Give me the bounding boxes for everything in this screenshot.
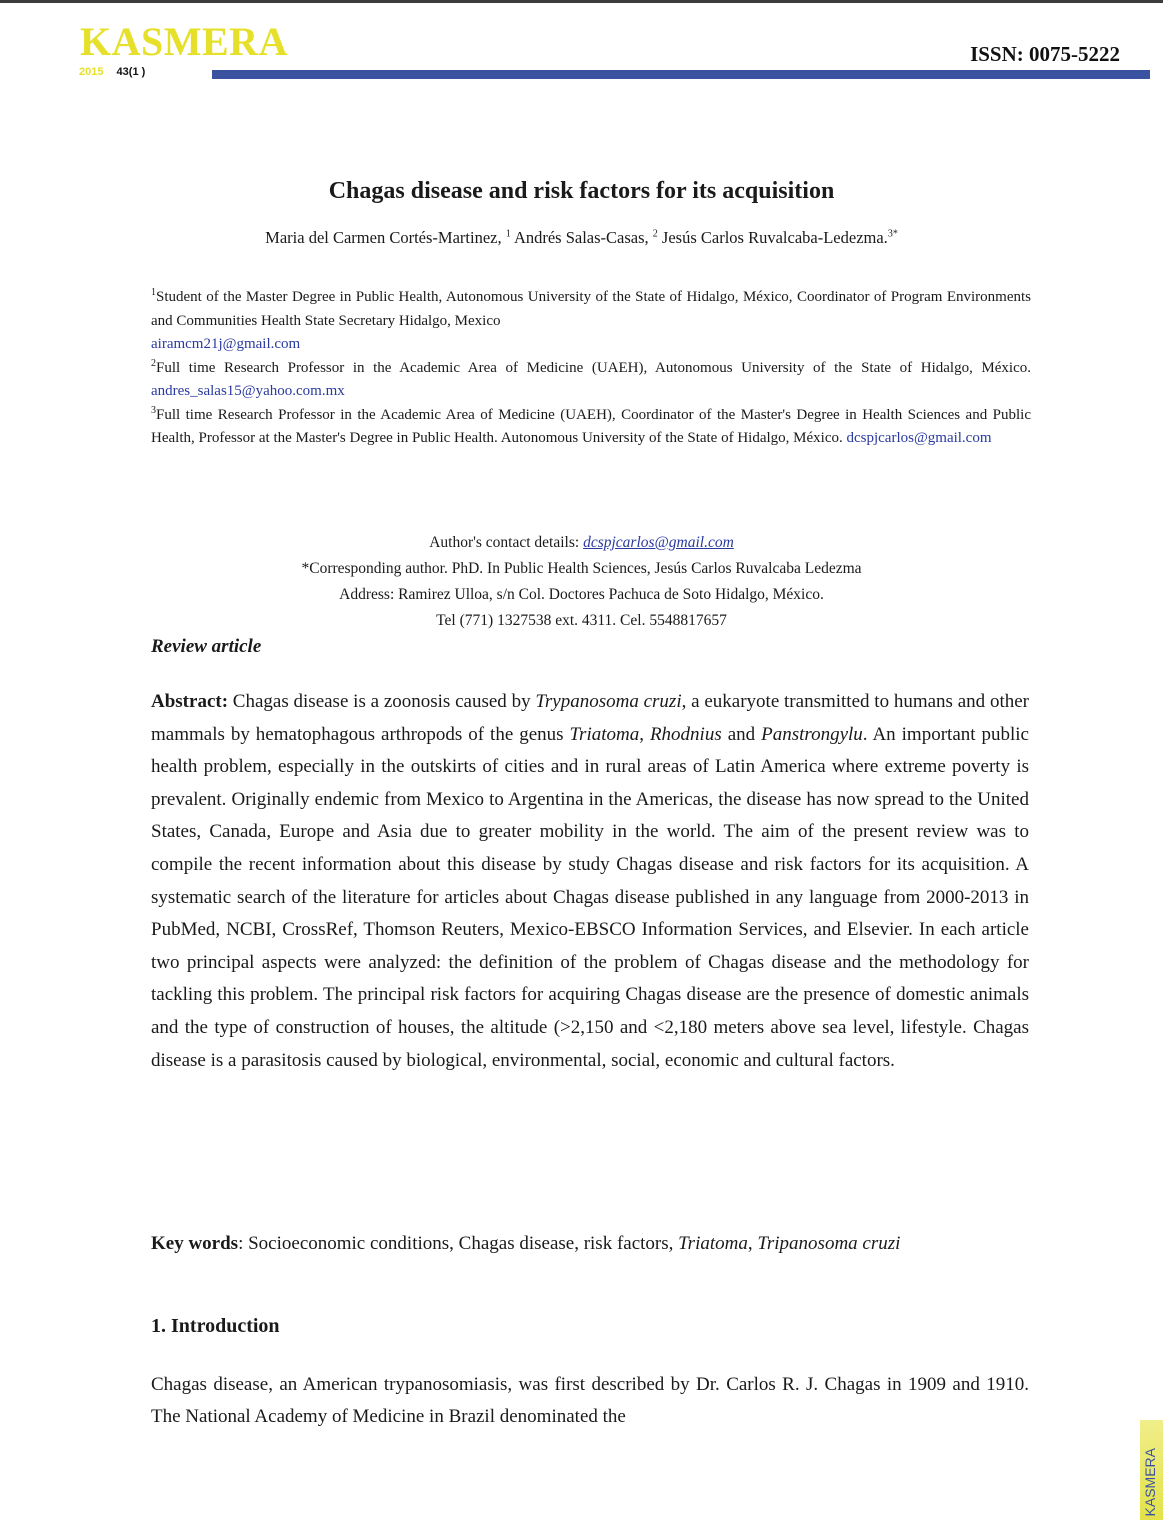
abstract-text: Chagas disease is a zoonosis caused by [228,691,536,712]
author-3-sup: 3* [887,228,898,240]
keywords-label: Key words [151,1233,239,1254]
affiliation-num: 3 [151,404,156,416]
contact-email-link[interactable]: dcspjcarlos@gmail.com [583,534,734,551]
issue-info [79,66,145,78]
affiliation-1 [151,286,1031,357]
corresponding-author: *Corresponding author. PhD. In Public Health Sciences, Jesús Carlos Ruvalcaba Ledezma [301,560,862,577]
abstract-label: Abstract: [151,691,229,712]
address: Address: Ramirez Ulloa, s/n Col. Doctores Pachuca de Soto Hidalgo, México. [339,586,824,603]
author-3: Jesús Carlos Ruvalcaba-Ledezma. [661,228,888,247]
issue-year: 2015 [79,66,104,78]
affiliation-text: Full time Research Professor in the Academic Area of Medicine (UAEH), Autonomous University of the State of Hidalgo, México. [156,359,1031,376]
keyword-italic: Triatoma [678,1233,748,1254]
abstract-text: , [639,723,650,745]
author-2-sup: 2 [652,228,658,240]
abstract-text: and [721,723,762,745]
abstract-italic: Panstrongylu [761,723,863,745]
issn: ISSN: 0075-5222 [970,42,1120,66]
affiliation-num: 2 [151,357,156,369]
author-1: Maria del Carmen Cortés-Martinez, [265,228,502,247]
contact-block [0,530,1163,634]
author-list [0,228,1163,248]
keywords [151,1228,1029,1260]
keywords-sep: , [747,1233,758,1254]
keywords-text: : Socioeconomic conditions, Chagas disease, risk factors, [238,1233,679,1254]
top-border [0,0,1163,3]
side-tab [1140,1420,1163,1520]
email-link-3[interactable]: dcspjcarlos@gmail.com [846,430,992,446]
side-tab-label: KASMERA [1142,1447,1158,1516]
contact-line [0,530,1163,556]
author-1-sup: 1 [505,228,511,240]
affiliations [151,286,1031,451]
keyword-italic: Tripanosoma cruzi [757,1233,901,1254]
email-link-1[interactable]: airamcm21j@gmail.com [151,336,301,352]
author-2: Andrés Salas-Casas, [513,228,649,247]
affiliation-2 [151,357,1031,404]
journal-logo: KASMERA [80,19,288,64]
abstract [151,686,1029,1077]
affiliation-num: 1 [151,287,156,298]
abstract-italic: Rhodnius [649,723,722,745]
phone: Tel (771) 1327538 ext. 4311. Cel. 5548817657 [436,612,727,629]
article-type: Review article [151,636,262,657]
abstract-text: . An important public health problem, especially in the outskirts of cities and in rural areas of Latin America where extreme poverty is prevalent. Originally endemic from Mexico to Argentina in the Americas, the disease has now spread to the United States, Canada, Europe and Asia due to greater mobility in the world. The aim of the present review was to compile the recent information about this disease by study Chagas disease and risk factors for its acquisition. A systematic search of the literature for articles about Chagas disease published in any language from 2000-2013 in PubMed, NCBI, CrossRef, Thomson Reuters, Mexico-EBSCO Information Services, and Elsevier. In each article two principal aspects were analyzed: the definition of the problem of Chagas disease and the methodology for tackling this problem. The principal risk factors for acquiring Chagas disease are the presence of domestic animals and the type of construction of houses, the altitude (>2,150 and <2,180 meters above sea level, lifestyle. Chagas disease is a parasitosis caused by biological, environmental, social, economic and cultural factors. [151,723,1029,1071]
abstract-text: , a eukaryote transmitted to humans and other mammals by hematophagous arthropods of the genus [151,691,1029,745]
article-title: Chagas disease and risk factors for its acquisition [328,178,835,204]
affiliation-text: Student of the Master Degree in Public Health, Autonomous University of the State of Hidalgo, México, Coordinator of Program Environments and Communities Health State Secretary Hidalgo, Mexico [151,289,1031,329]
abstract-italic: Triatoma [569,723,640,745]
contact-label: Author's contact details: [429,534,580,551]
affiliation-3 [151,404,1031,451]
abstract-italic: Trypanosoma cruzi [535,691,682,712]
section-heading-introduction: 1. Introduction [151,1315,280,1337]
email-link-2[interactable]: andres_salas15@yahoo.com.mx [151,383,345,399]
affiliation-text: Full time Research Professor in the Academic Area of Medicine (UAEH), Coordinator of the Master's Degree in Health Sciences and Public Health, Professor at the Master's Degree in Public Health. Autonomous University of the State of Hidalgo, México. [151,406,1031,446]
introduction-text: Chagas disease, an American trypanosomiasis, was first described by Dr. Carlos R. J. Chagas in 1909 and 1910. The National Academy of Medicine in Brazil denominated the [151,1374,1029,1427]
volume-issue: 43(1 ) [116,66,146,78]
header-rule [212,70,1150,79]
